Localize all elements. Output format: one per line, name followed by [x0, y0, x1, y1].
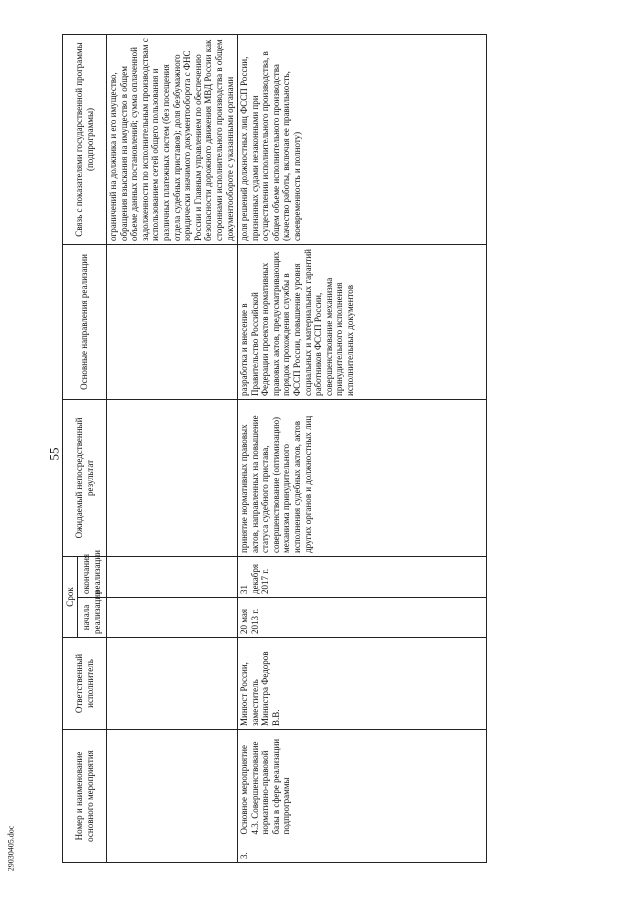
header-result: Ожидаемый непосредственный результат [63, 399, 107, 556]
header-row-1 [63, 34, 78, 862]
cell-empty [107, 638, 238, 730]
cell-directions: разработка и внесение в Правительство Российской Федерации проектов нормативных правовых актов, предусматривающих порядок прохождения службы в ФССП России, повышение уровня социальных и материальных гарантий работников ФССП России, совершенствование механизма принудительного исполнения исполнительных документов [238, 244, 487, 399]
header-term: Срок [63, 556, 78, 637]
header-term-start: начала реализации [78, 598, 107, 638]
table-row [238, 34, 487, 862]
cell-executor: Минюст России, заместитель Министра Федоров В.В. [238, 638, 487, 730]
cell-name: Основное мероприятие 4.3. Совершенствование нормативно-правовой базы в сфере реализации подпрограммы [238, 730, 487, 838]
header-executor: Ответственный исполнитель [63, 638, 107, 730]
activities-table [62, 34, 487, 863]
cell-result: принятие нормативных правовых актов, направленных на повышение статуса судебного пристава, совершенствование (оптимизацию) механизма принудительного исполнения судебных актов, актов других органов и должностных лиц [238, 399, 487, 556]
cell-link: доля решений должностных лиц ФССП России, признанных судами незаконными при осуществлении исполнительного производства, в общем объеме исполнительного производства (качество работы, включая ее правильность, своевременность и полноту) [238, 34, 487, 244]
cell-empty [107, 730, 238, 863]
cell-start: 20 мая 2013 г. [238, 598, 487, 638]
page-number: 55 [46, 447, 62, 461]
cell-empty [107, 598, 238, 638]
cell-empty [107, 244, 238, 399]
cell-num: 3. [238, 838, 487, 863]
table-row-continuation [107, 34, 238, 862]
header-link: Связь с показателями государственной программы (подпрограммы) [63, 34, 107, 244]
header-term-end: окончания реализации [78, 556, 107, 597]
cell-end: 31 декабря 2017 г. [238, 556, 487, 597]
cell-link-continued: ограничений на должника и его имущество, обращения взыскания на имущество в общем объеме данных постановлений; сумма оплаченной задолженности по исполнительным производствам с использованием сетей общего пользования и различных платежных систем (без посещения отдела судебных приставов); доля безбумажного юридически значимого документооборота с ФНС России и Главным управлением по обеспечению безопасности дорожного движения МВД России как стороннами исполнительного производства в общем документообороте с указанными органами [107, 34, 238, 244]
cell-empty [107, 556, 238, 597]
header-directions: Основные направления реализации [63, 244, 107, 399]
rotated-table-sheet [62, 35, 615, 863]
cell-empty [107, 399, 238, 556]
header-name: Номер и наименование основного мероприятия [63, 730, 107, 863]
footer-doc-code: 29030405.doc [6, 825, 16, 872]
